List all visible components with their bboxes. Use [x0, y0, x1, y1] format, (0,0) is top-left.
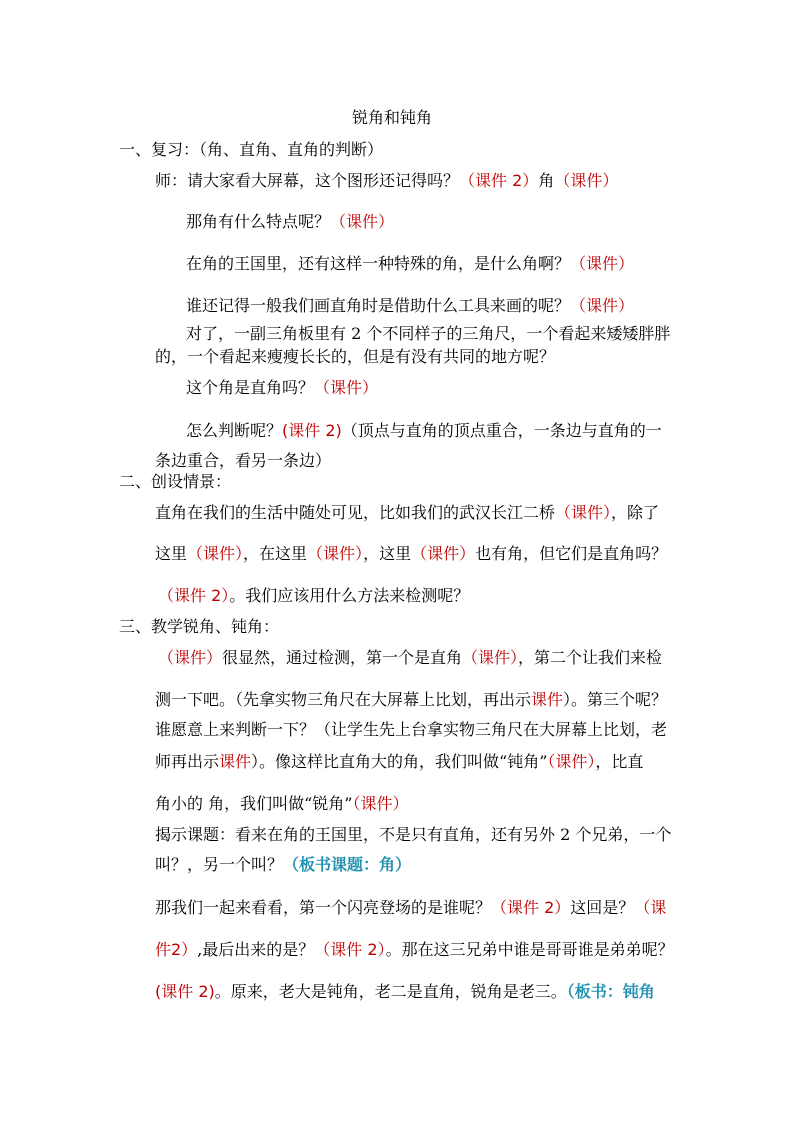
courseware-tag: （课件） — [352, 794, 409, 813]
paragraph-line — [155, 752, 643, 772]
text: 那我们一起来看看，第一个闪亮登场的是谁呢？ — [155, 898, 492, 917]
text: 。原来，老大是钝角，老二是直角，锐角是老三。 — [214, 982, 567, 1001]
text: 这个角是直角吗？ — [186, 378, 315, 397]
paragraph-line — [186, 212, 394, 232]
courseware-tag: （课件） — [570, 296, 635, 315]
text: 。我们应该用什么方法来检测呢？ — [229, 586, 470, 605]
paragraph-line — [155, 794, 408, 814]
text: 的，一个看起来瘦瘦长长的，但是有没有共同的地方呢？ — [155, 347, 556, 366]
text: 角 — [538, 171, 555, 190]
text: 很显然，通过检测，第一个是直角 — [222, 648, 463, 667]
courseware-tag: （课件） — [411, 544, 476, 563]
text: 这回是？ — [570, 898, 635, 917]
text: 那角有什么特点呢？ — [186, 212, 331, 231]
paragraph-line — [186, 324, 670, 344]
courseware-tag: （课件） — [462, 648, 519, 667]
text: 角小的 角，我们叫做“锐角” — [155, 794, 353, 813]
courseware-tag: （课件） — [187, 544, 244, 563]
text: ）。像这样比直角大的角，我们叫做“钝角” — [251, 752, 548, 771]
text: 这里 — [155, 544, 188, 563]
text: 谁还记得一般我们画直角时是借助什么工具来画的呢？ — [186, 296, 571, 315]
board-note: （板书课题：角） — [283, 855, 412, 874]
text: 揭示课题：看来在角的王国里，不是只有直角，还有另外 2 个兄弟，一个 — [155, 825, 672, 844]
section-heading-review: 一、复习：（角、直角、直角的判断） — [119, 140, 384, 159]
paragraph-line — [155, 855, 411, 875]
courseware-tag: （课件） — [330, 212, 395, 231]
paragraph-line — [155, 940, 674, 960]
paragraph-line — [155, 171, 618, 191]
text: 在角的王国里，还有这样一种特殊的角，是什么角啊？ — [186, 254, 571, 273]
section-heading-scenario: 二、创设情景： — [119, 472, 232, 491]
text: ，比直 — [595, 752, 644, 771]
text: ，第二个让我们来检 — [518, 648, 663, 667]
courseware-tag: （课件 2） — [314, 940, 386, 959]
paragraph-line — [155, 720, 667, 740]
text: 也有角，但它们是直角吗？ — [475, 544, 668, 563]
paragraph-line — [155, 347, 555, 367]
text: 师再出示 — [155, 752, 220, 771]
paragraph-line — [155, 825, 671, 845]
paragraph-line — [158, 648, 662, 668]
courseware-tag: （课件 2） — [459, 171, 539, 190]
courseware-tag: (课件 2) — [155, 982, 215, 1001]
courseware-tag: (课件 2) — [282, 421, 342, 440]
paragraph-line — [155, 690, 667, 710]
courseware-tag: （课件） — [314, 378, 379, 397]
paragraph-line — [186, 378, 378, 398]
courseware-tag: （课件） — [570, 254, 635, 273]
text: ，除了 — [611, 503, 660, 522]
courseware-tag: （课件） — [158, 648, 223, 667]
text: 条边重合，看另一条边） — [155, 451, 332, 470]
paragraph-line — [158, 586, 469, 606]
paragraph-line — [186, 296, 634, 316]
courseware-tag: 课件 — [219, 752, 252, 771]
courseware-tag: （课件 2） — [158, 586, 230, 605]
text: （顶点与直角的顶点重合，一条边与直角的一 — [341, 421, 662, 440]
courseware-tag: （课件） — [307, 544, 364, 563]
courseware-tag: （课件） — [547, 752, 596, 771]
text: ）。第三个呢？ — [563, 690, 668, 709]
text: 。那在这三兄弟中谁是哥哥谁是弟弟呢？ — [385, 940, 674, 959]
text: ，在这里 — [243, 544, 308, 563]
courseware-tag: 课件 — [531, 690, 564, 709]
courseware-tag: （课件 2） — [491, 898, 571, 917]
board-note: （板书：钝角 — [566, 982, 655, 1001]
text: 师：请大家看大屏幕，这个图形还记得吗？ — [155, 171, 460, 190]
paragraph-line — [155, 982, 655, 1002]
paragraph-line — [155, 451, 331, 471]
section-heading-teaching: 三、教学锐角、钝角： — [119, 617, 280, 636]
paragraph-line — [155, 898, 666, 918]
text: 叫？，另一个叫？ — [155, 855, 284, 874]
page-title: 锐角和钝角 — [352, 108, 433, 127]
text: 怎么判断呢？ — [186, 421, 283, 440]
text: 直角在我们的生活中随处可见，比如我们的武汉长江二桥 — [155, 503, 556, 522]
courseware-tag: （课件） — [555, 503, 612, 522]
courseware-tag: （课件） — [554, 171, 619, 190]
text: 谁愿意上来判断一下？（让学生先上台拿实物三角尺在大屏幕上比划，老 — [155, 720, 668, 739]
paragraph-line — [155, 544, 667, 564]
paragraph-line — [155, 503, 659, 523]
paragraph-line — [186, 421, 662, 441]
paragraph-line — [186, 254, 634, 274]
text: 对了，一副三角板里有 2 个不同样子的三角尺，一个看起来矮矮胖胖 — [186, 324, 671, 343]
courseware-tag: 件2） — [155, 940, 198, 959]
text: 测一下吧。（先拿实物三角尺在大屏幕上比划，再出示 — [155, 690, 532, 709]
courseware-tag: （课 — [634, 898, 667, 917]
text: ，这里 — [363, 544, 412, 563]
text: ,最后出来的是？ — [197, 940, 315, 959]
